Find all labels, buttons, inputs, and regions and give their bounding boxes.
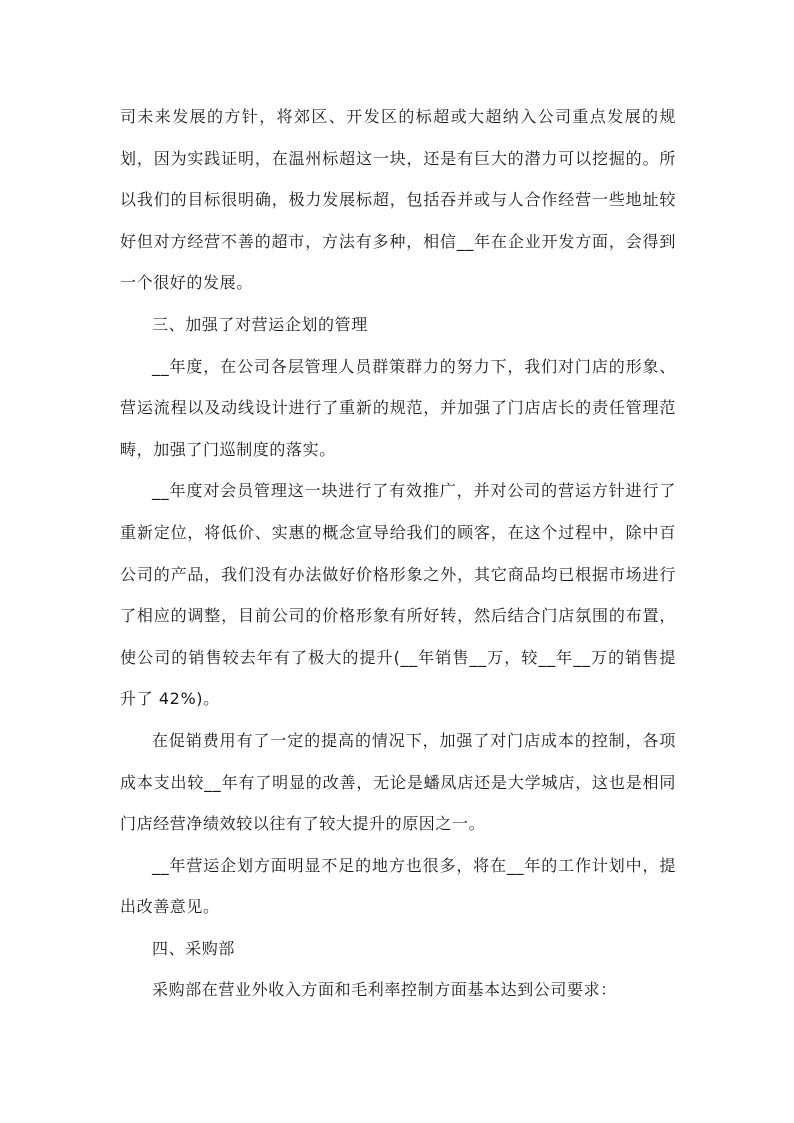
section-heading-purchasing: 四、采购部 (152, 938, 236, 958)
paragraph-store-standards: __年度，在公司各层管理人员群策群力的努力下，我们对门店的形象、营运流程以及动线设计进行了重新的规范，并加强了门店店长的责任管理范畴，加强了门巡制度的落实。 (120, 356, 676, 459)
document-body (120, 96, 676, 1011)
paragraph-purchasing: 采购部在营业外收入方面和毛利率控制方面基本达到公司要求： (152, 980, 617, 1000)
paragraph-continued-strategy: 司未来发展的方针，将郊区、开发区的标超或大超纳入公司重点发展的规划，因为实践证明，在温州标超这一块，还是有巨大的潜力可以挖掘的。所以我们的目标很明确，极力发展标超，包括吞并或与人合作经营一些地址较好但对方经营不善的超市，方法有多种，相信__年在企业开发方面，会得到一个很好的发展。 (120, 107, 676, 293)
paragraph-cost-control: 在促销费用有了一定的提高的情况下，加强了对门店成本的控制，各项成本支出较__年有了明显的改善，无论是蟠凤店还是大学城店，这也是相同门店经营净绩效较以往有了较大提升的原因之一。 (120, 730, 676, 834)
paragraph-membership: __年度对会员管理这一块进行了有效推广，并对公司的营运方针进行了重新定位，将低价、实惠的概念宣导给我们的顾客，在这个过程中，除中百公司的产品，我们没有办法做好价格形象之外，其它商品均已根据市场进行了相应的调整，目前公司的价格形象有所好转，然后结合门店氛围的布置，使公司的销售较去年有了极大的提升(__年销售__万，较__年__万的销售提升了 42%)。 (120, 481, 676, 709)
section-heading-operations-planning: 三、加强了对营运企划的管理 (152, 314, 368, 334)
paragraph-shortcomings: __年营运企划方面明显不足的地方也很多，将在__年的工作计划中，提出改善意见。 (120, 855, 676, 917)
